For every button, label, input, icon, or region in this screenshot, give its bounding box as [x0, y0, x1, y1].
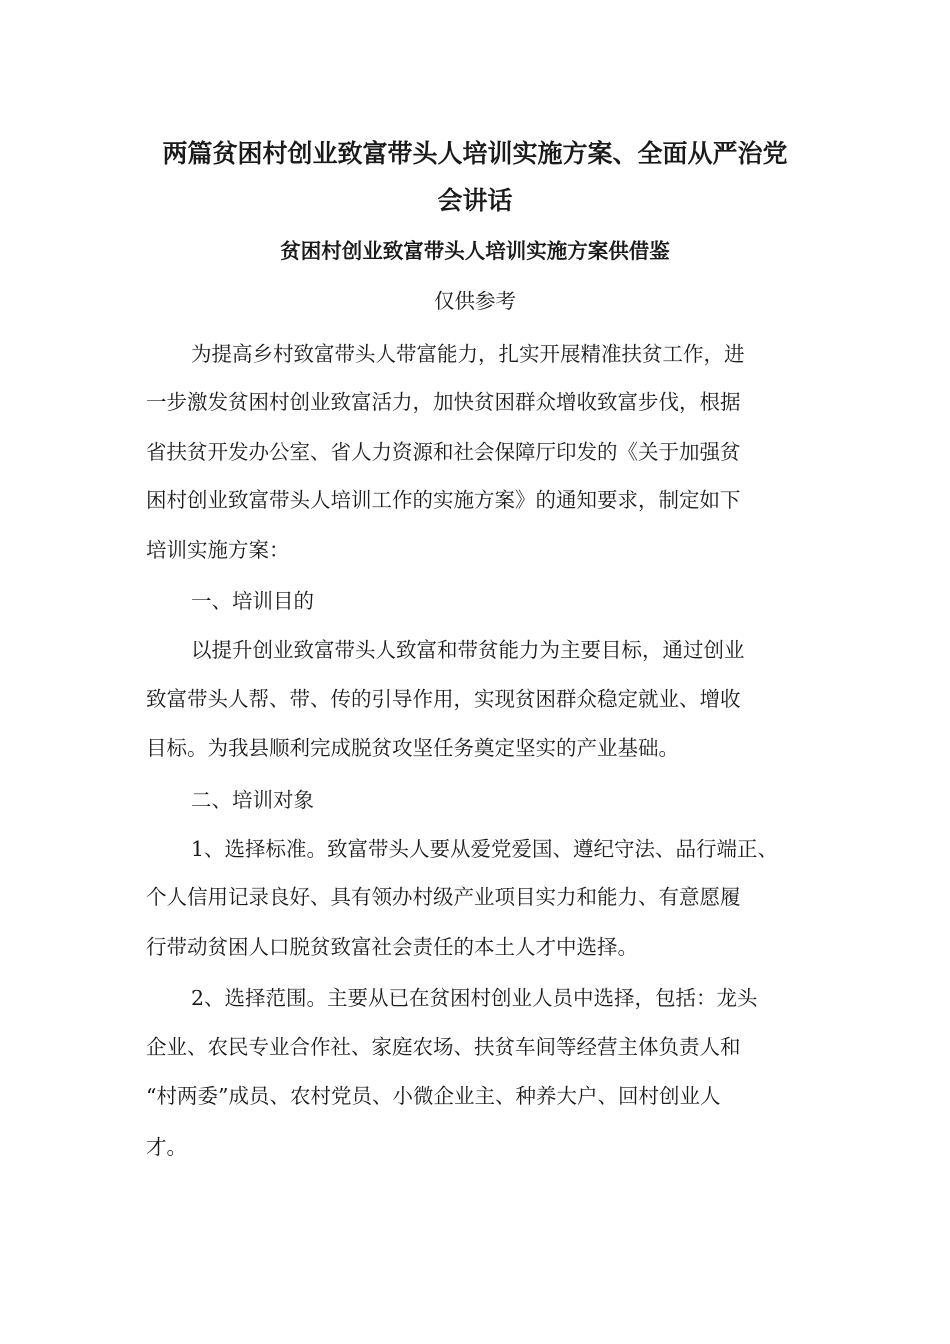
section-2-item-1-line: 个人信用记录良好、具有领办村级产业项目实力和能力、有意愿履 [146, 885, 741, 909]
section-2-item-2-line: 企业、农民专业合作社、家庭农场、扶贫车间等经营主体负责人和 [146, 1035, 741, 1059]
section-2-item-1-line: 1、选择标准。致富带头人要从爱党爱国、遵纪守法、品行端正、 [191, 837, 779, 861]
document-title-line-2: 会讲话 [437, 186, 513, 215]
document-subtitle: 贫困村创业致富带头人培训实施方案供借鉴 [280, 239, 670, 263]
section-2-item-2-line: 2、选择范围。主要从已在贫困村创业人员中选择，包括：龙头 [191, 986, 758, 1010]
document-title-line-1: 两篇贫困村创业致富带头人培训实施方案、全面从严治党 [162, 139, 788, 168]
section-1-line: 致富带头人帮、带、传的引导作用，实现贫困群众稳定就业、增收 [146, 687, 741, 711]
reference-note: 仅供参考 [434, 289, 516, 313]
section-2-heading: 二、培训对象 [191, 788, 314, 812]
section-1-heading: 一、培训目的 [191, 589, 314, 613]
intro-line: 困村创业致富带头人培训工作的实施方案》的通知要求，制定如下 [146, 488, 741, 512]
section-1-line: 目标。为我县顺利完成脱贫攻坚任务奠定坚实的产业基础。 [146, 736, 679, 760]
intro-line: 为提高乡村致富带头人带富能力，扎实开展精准扶贫工作，进 [191, 342, 745, 366]
intro-line: 省扶贫开发办公室、省人力资源和社会保障厅印发的《关于加强贫 [146, 440, 741, 464]
section-2-item-2-line: 才。 [146, 1135, 187, 1159]
section-2-item-2-line: “村两委”成员、农村党员、小微企业主、种养大户、回村创业人 [146, 1084, 721, 1108]
intro-line: 培训实施方案： [146, 538, 290, 562]
intro-line: 一步激发贫困村创业致富活力，加快贫困群众增收致富步伐，根据 [146, 390, 741, 414]
section-1-line: 以提升创业致富带头人致富和带贫能力为主要目标，通过创业 [191, 638, 745, 662]
section-2-item-1-line: 行带动贫困人口脱贫致富社会责任的本土人才中选择。 [146, 935, 638, 959]
